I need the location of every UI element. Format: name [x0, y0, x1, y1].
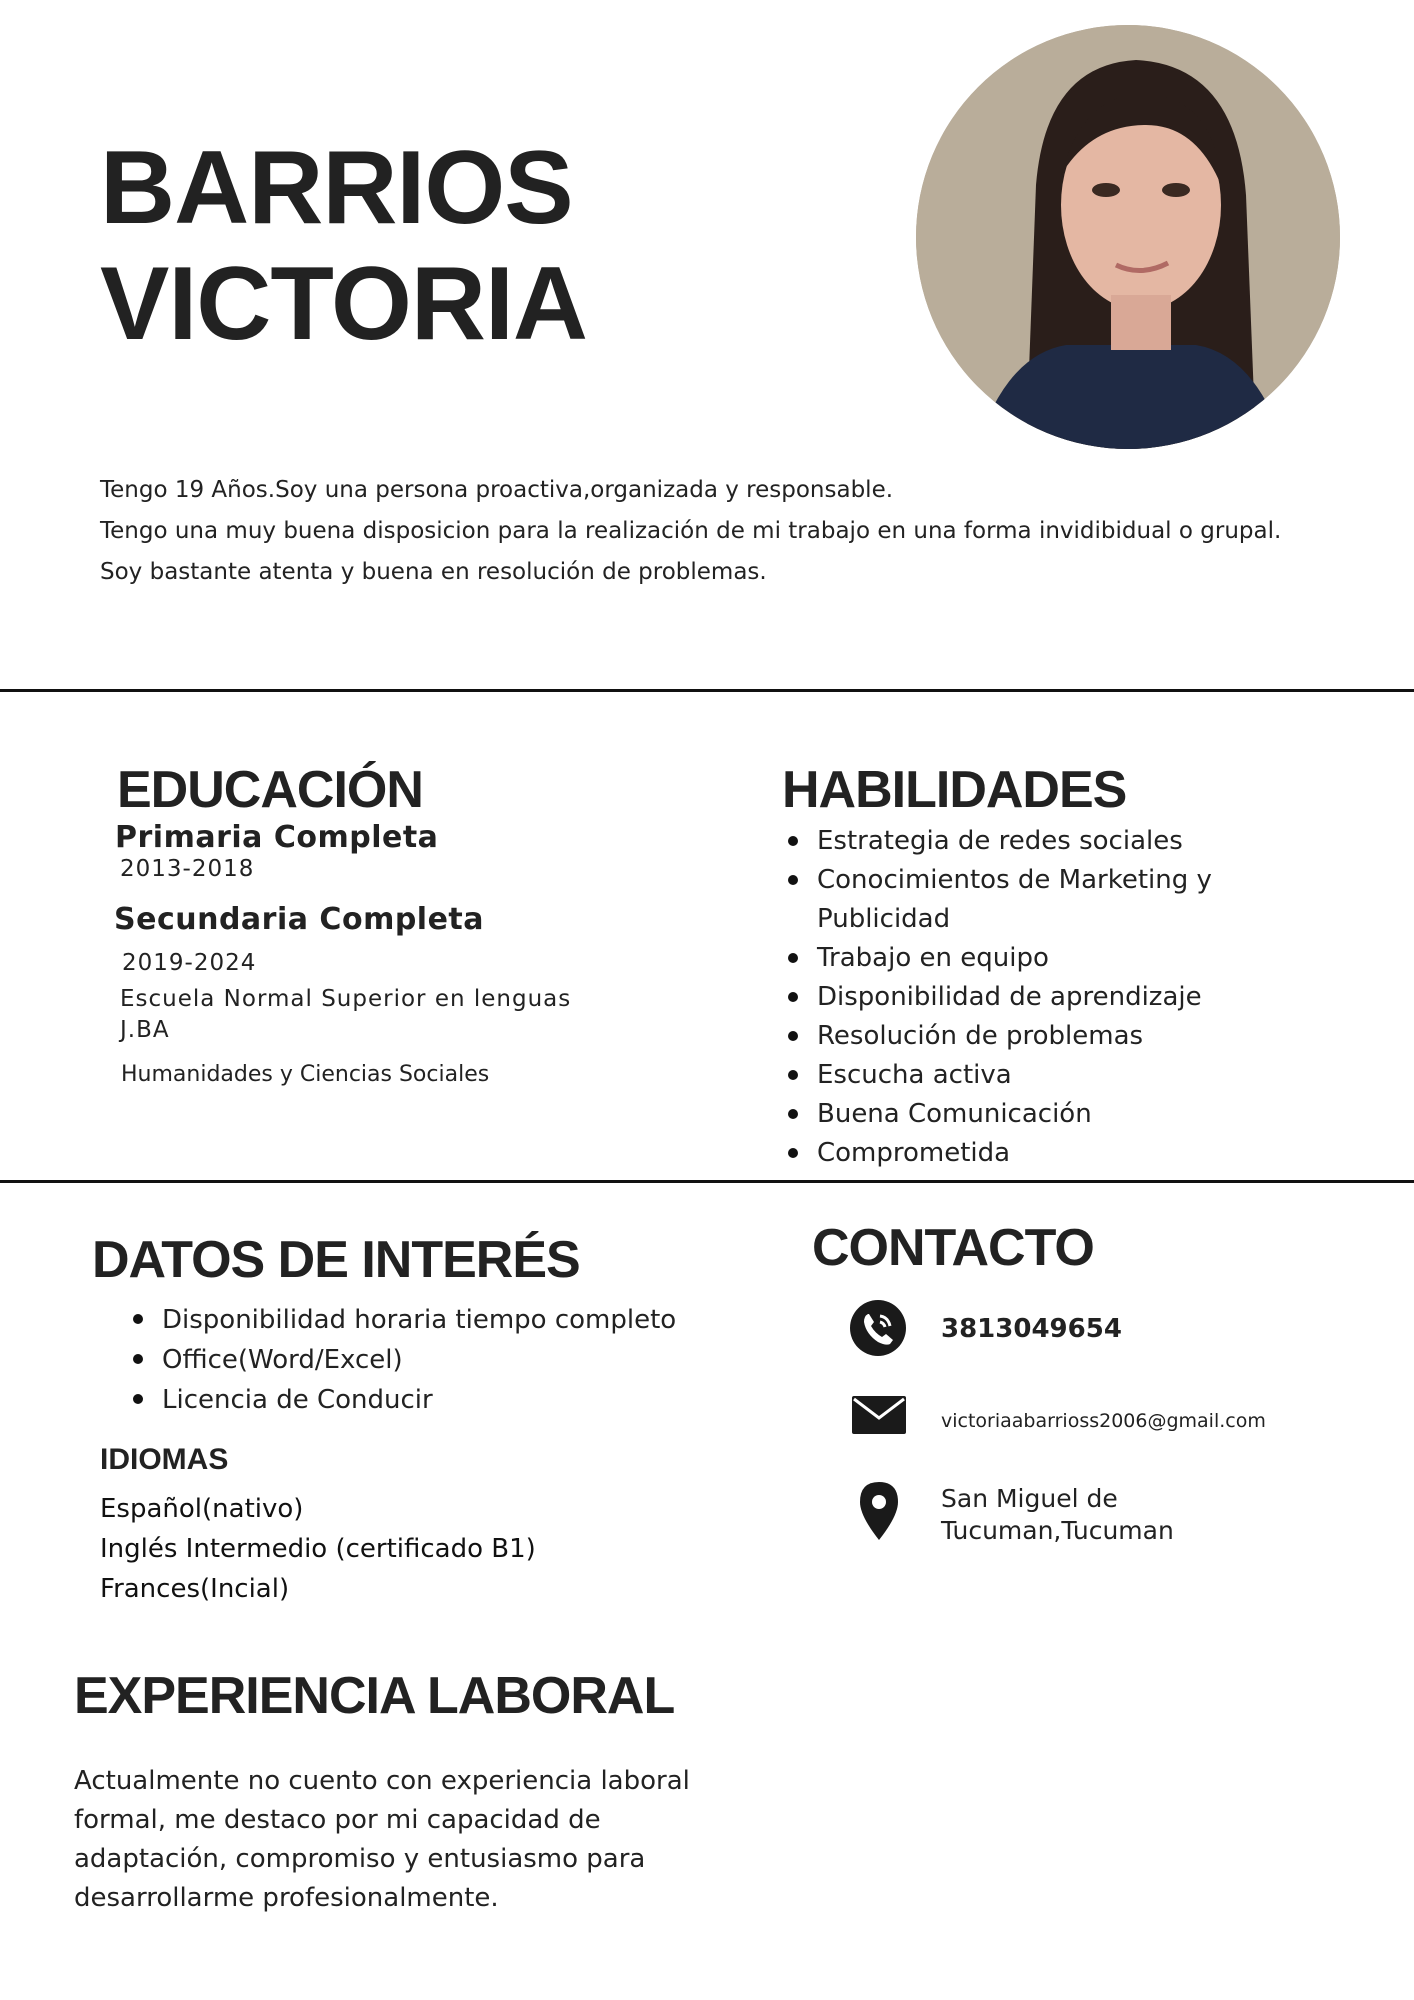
mail-icon	[850, 1392, 910, 1452]
skills-list	[782, 822, 1242, 1173]
address	[941, 1483, 1174, 1547]
experience-text	[74, 1762, 714, 1918]
skill-item: Trabajo en equipo	[782, 939, 1242, 978]
experience-line: formal, me destaco por mi capacidad de	[74, 1805, 601, 1835]
primary-title: Primaria Completa	[115, 820, 439, 855]
skill-item: Comprometida	[782, 1134, 1242, 1173]
phone-number[interactable]: 3813049654	[941, 1314, 1122, 1344]
skill-item: Estrategia de redes sociales	[782, 822, 1242, 861]
address-line: San Miguel de	[941, 1484, 1118, 1513]
section-divider	[0, 689, 1414, 692]
location-pin-icon	[856, 1480, 916, 1540]
language-item: Frances(Incial)	[100, 1573, 290, 1604]
experience-line: Actualmente no cuento con experiencia laboral	[74, 1766, 690, 1796]
primary-years: 2013-2018	[120, 856, 255, 882]
first-name: VICTORIA	[100, 246, 588, 362]
secondary-title: Secundaria Completa	[114, 902, 485, 937]
experience-title: EXPERIENCIA LABORAL	[74, 1667, 675, 1725]
profile-photo	[916, 25, 1340, 449]
skill-item: Resolución de problemas	[782, 1017, 1242, 1056]
email-address[interactable]: victoriaabarrioss2006@gmail.com	[941, 1410, 1266, 1432]
skill-item: Buena Comunicación	[782, 1095, 1242, 1134]
skill-item: Conocimientos de Marketing y Publicidad	[782, 861, 1242, 939]
profile-summary	[100, 470, 1340, 593]
profile-line: Tengo una muy buena disposicion para la realización de mi trabajo en una forma invidibidual o grupal.	[100, 518, 1282, 544]
interest-item: Licencia de Conducir	[127, 1380, 727, 1420]
experience-line: desarrollarme profesionalmente.	[74, 1883, 499, 1913]
profile-line: Soy bastante atenta y buena en resolución de problemas.	[100, 559, 767, 585]
skills-title: HABILIDADES	[782, 761, 1127, 819]
language-item: Inglés Intermedio (certificado B1)	[100, 1533, 536, 1564]
interest-item: Office(Word/Excel)	[127, 1340, 727, 1380]
education-title: EDUCACIÓN	[117, 761, 423, 819]
school-name: Escuela Normal Superior en lenguas	[120, 986, 572, 1012]
language-item: Español(nativo)	[100, 1494, 304, 1524]
address-line: Tucuman,Tucuman	[941, 1516, 1174, 1545]
orientation: Humanidades y Ciencias Sociales	[121, 1062, 490, 1087]
interest-item: Disponibilidad horaria tiempo completo	[127, 1300, 727, 1340]
profile-line: Tengo 19 Años.Soy una persona proactiva,organizada y responsable.	[100, 477, 894, 503]
skill-item: Escucha activa	[782, 1056, 1242, 1095]
experience-line: adaptación, compromiso y entusiasmo para	[74, 1844, 646, 1874]
languages-list	[100, 1490, 700, 1609]
section-divider	[0, 1180, 1414, 1183]
skill-item: Disponibilidad de aprendizaje	[782, 978, 1242, 1017]
secondary-years: 2019-2024	[122, 950, 257, 976]
interests-list	[127, 1300, 727, 1420]
contact-title: CONTACTO	[812, 1219, 1094, 1277]
school-name-abbr: J.BA	[120, 1017, 170, 1043]
last-name: BARRIOS	[100, 130, 573, 246]
phone-icon	[848, 1298, 908, 1358]
languages-title: IDIOMAS	[100, 1443, 229, 1476]
interests-title: DATOS DE INTERÉS	[92, 1231, 580, 1289]
